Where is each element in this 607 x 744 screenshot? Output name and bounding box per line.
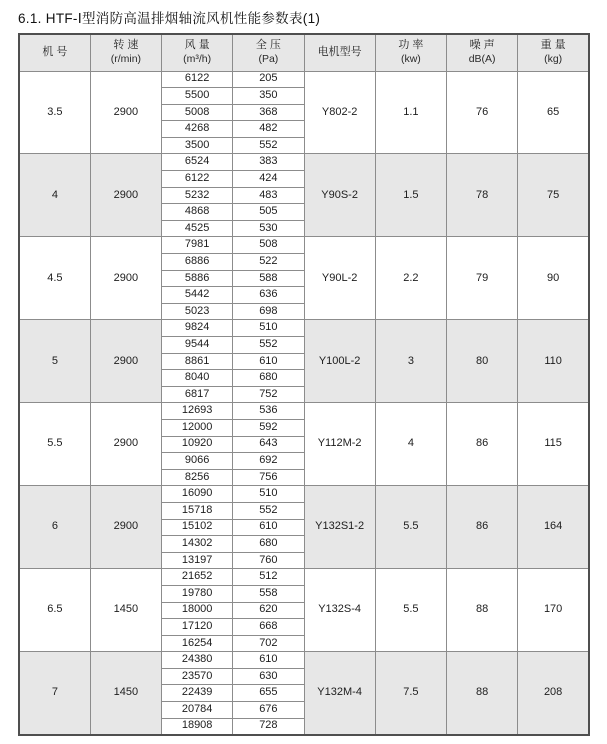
cell-power: 5.5 — [375, 486, 446, 569]
cell-airflow: 15718 — [162, 502, 233, 519]
cell-airflow: 23570 — [162, 668, 233, 685]
cell-airflow: 18000 — [162, 602, 233, 619]
cell-noise: 80 — [447, 320, 518, 403]
cell-pressure: 552 — [233, 502, 304, 519]
cell-pressure: 510 — [233, 320, 304, 337]
header-unit: (kg) — [544, 53, 563, 66]
cell-weight: 164 — [518, 486, 589, 569]
cell-motor-model: Y90S-2 — [304, 154, 375, 237]
cell-noise: 79 — [447, 237, 518, 320]
cell-pressure: 350 — [233, 88, 304, 105]
cell-machine-no: 3.5 — [19, 71, 90, 154]
header-label: 功 率 — [398, 39, 424, 52]
header-label: 转 速 — [113, 39, 139, 52]
cell-airflow: 14302 — [162, 536, 233, 553]
col-header-weight — [518, 34, 589, 71]
cell-pressure: 383 — [233, 154, 304, 171]
cell-airflow: 4525 — [162, 220, 233, 237]
cell-pressure: 512 — [233, 569, 304, 586]
cell-pressure: 522 — [233, 254, 304, 271]
header-row — [19, 34, 589, 71]
cell-machine-no: 4.5 — [19, 237, 90, 320]
cell-motor-model: Y132S-4 — [304, 569, 375, 652]
cell-noise: 88 — [447, 652, 518, 735]
cell-pressure: 702 — [233, 635, 304, 652]
cell-airflow: 6122 — [162, 71, 233, 88]
cell-pressure: 676 — [233, 702, 304, 719]
table-row — [19, 569, 589, 586]
cell-noise: 86 — [447, 486, 518, 569]
cell-pressure: 680 — [233, 536, 304, 553]
cell-pressure: 610 — [233, 652, 304, 669]
col-header-airflow — [162, 34, 233, 71]
cell-airflow: 4868 — [162, 204, 233, 221]
header-unit: (m³/h) — [183, 53, 212, 66]
cell-pressure: 482 — [233, 121, 304, 138]
cell-motor-model: Y132S1-2 — [304, 486, 375, 569]
cell-airflow: 8861 — [162, 353, 233, 370]
cell-airflow: 3500 — [162, 137, 233, 154]
cell-airflow: 24380 — [162, 652, 233, 669]
cell-speed: 1450 — [90, 569, 161, 652]
col-header-motor-model — [304, 34, 375, 71]
cell-airflow: 17120 — [162, 619, 233, 636]
cell-motor-model: Y112M-2 — [304, 403, 375, 486]
cell-airflow: 9544 — [162, 337, 233, 354]
col-header-power — [375, 34, 446, 71]
cell-power: 1.1 — [375, 71, 446, 154]
cell-speed: 2900 — [90, 320, 161, 403]
table-row — [19, 237, 589, 254]
cell-airflow: 5232 — [162, 187, 233, 204]
table-row — [19, 403, 589, 420]
cell-weight: 75 — [518, 154, 589, 237]
col-header-machine-no — [19, 34, 90, 71]
cell-airflow: 8256 — [162, 469, 233, 486]
cell-airflow: 5500 — [162, 88, 233, 105]
cell-airflow: 5442 — [162, 287, 233, 304]
cell-power: 1.5 — [375, 154, 446, 237]
cell-airflow: 6886 — [162, 254, 233, 271]
cell-airflow: 18908 — [162, 718, 233, 735]
cell-power: 3 — [375, 320, 446, 403]
cell-pressure: 368 — [233, 104, 304, 121]
cell-airflow: 6122 — [162, 171, 233, 188]
cell-motor-model: Y132M-4 — [304, 652, 375, 735]
cell-pressure: 610 — [233, 519, 304, 536]
cell-noise: 78 — [447, 154, 518, 237]
cell-airflow: 19780 — [162, 585, 233, 602]
cell-power: 7.5 — [375, 652, 446, 735]
cell-pressure: 483 — [233, 187, 304, 204]
cell-airflow: 5023 — [162, 303, 233, 320]
cell-pressure: 508 — [233, 237, 304, 254]
cell-pressure: 588 — [233, 270, 304, 287]
cell-airflow: 8040 — [162, 370, 233, 387]
cell-speed: 2900 — [90, 237, 161, 320]
table-row — [19, 320, 589, 337]
cell-pressure: 636 — [233, 287, 304, 304]
cell-pressure: 510 — [233, 486, 304, 503]
cell-airflow: 5008 — [162, 104, 233, 121]
cell-pressure: 620 — [233, 602, 304, 619]
col-header-pressure — [233, 34, 304, 71]
header-unit: (r/min) — [110, 53, 142, 66]
cell-speed: 1450 — [90, 652, 161, 735]
cell-airflow: 13197 — [162, 552, 233, 569]
header-label: 重 量 — [540, 39, 566, 52]
cell-noise: 86 — [447, 403, 518, 486]
cell-weight: 170 — [518, 569, 589, 652]
cell-pressure: 552 — [233, 337, 304, 354]
cell-pressure: 552 — [233, 137, 304, 154]
table-row — [19, 71, 589, 88]
cell-airflow: 10920 — [162, 436, 233, 453]
header-label: 风 量 — [184, 39, 210, 52]
cell-pressure: 668 — [233, 619, 304, 636]
cell-noise: 88 — [447, 569, 518, 652]
cell-airflow: 15102 — [162, 519, 233, 536]
page-title: 6.1. HTF-Ⅰ型消防高温排烟轴流风机性能参数表(1) — [18, 11, 321, 26]
col-header-noise — [447, 34, 518, 71]
cell-motor-model: Y90L-2 — [304, 237, 375, 320]
table-row — [19, 486, 589, 503]
table-row — [19, 154, 589, 171]
cell-speed: 2900 — [90, 154, 161, 237]
cell-weight: 115 — [518, 403, 589, 486]
cell-pressure: 558 — [233, 585, 304, 602]
cell-noise: 76 — [447, 71, 518, 154]
cell-airflow: 6817 — [162, 386, 233, 403]
cell-weight: 90 — [518, 237, 589, 320]
cell-speed: 2900 — [90, 403, 161, 486]
cell-airflow: 9066 — [162, 453, 233, 470]
cell-pressure: 752 — [233, 386, 304, 403]
cell-machine-no: 5.5 — [19, 403, 90, 486]
cell-motor-model: Y802-2 — [304, 71, 375, 154]
cell-airflow: 7981 — [162, 237, 233, 254]
cell-pressure: 205 — [233, 71, 304, 88]
header-label: 全 压 — [255, 39, 281, 52]
table-body — [19, 71, 589, 735]
cell-airflow: 5886 — [162, 270, 233, 287]
cell-pressure: 610 — [233, 353, 304, 370]
cell-pressure: 592 — [233, 419, 304, 436]
cell-power: 5.5 — [375, 569, 446, 652]
header-unit: dB(A) — [468, 53, 496, 66]
cell-airflow: 21652 — [162, 569, 233, 586]
cell-pressure: 655 — [233, 685, 304, 702]
header-label: 噪 声 — [469, 39, 495, 52]
header-unit: (kw) — [400, 53, 421, 66]
cell-airflow: 20784 — [162, 702, 233, 719]
cell-machine-no: 7 — [19, 652, 90, 735]
cell-airflow: 22439 — [162, 685, 233, 702]
cell-power: 2.2 — [375, 237, 446, 320]
header-unit: (Pa) — [258, 53, 279, 66]
performance-table — [18, 33, 590, 736]
cell-pressure: 536 — [233, 403, 304, 420]
cell-airflow: 16090 — [162, 486, 233, 503]
cell-airflow: 4268 — [162, 121, 233, 138]
cell-power: 4 — [375, 403, 446, 486]
cell-machine-no: 4 — [19, 154, 90, 237]
cell-airflow: 12000 — [162, 419, 233, 436]
table-header — [19, 34, 589, 71]
cell-airflow: 12693 — [162, 403, 233, 420]
cell-pressure: 530 — [233, 220, 304, 237]
cell-machine-no: 5 — [19, 320, 90, 403]
cell-pressure: 760 — [233, 552, 304, 569]
table-row — [19, 652, 589, 669]
cell-weight: 110 — [518, 320, 589, 403]
cell-pressure: 505 — [233, 204, 304, 221]
cell-pressure: 680 — [233, 370, 304, 387]
cell-pressure: 424 — [233, 171, 304, 188]
cell-motor-model: Y100L-2 — [304, 320, 375, 403]
col-header-speed — [90, 34, 161, 71]
cell-pressure: 692 — [233, 453, 304, 470]
header-label: 电机型号 — [317, 45, 362, 58]
cell-weight: 65 — [518, 71, 589, 154]
cell-machine-no: 6.5 — [19, 569, 90, 652]
cell-machine-no: 6 — [19, 486, 90, 569]
cell-pressure: 728 — [233, 718, 304, 735]
cell-airflow: 16254 — [162, 635, 233, 652]
cell-weight: 208 — [518, 652, 589, 735]
cell-pressure: 643 — [233, 436, 304, 453]
cell-pressure: 756 — [233, 469, 304, 486]
header-label: 机 号 — [42, 45, 68, 58]
cell-airflow: 9824 — [162, 320, 233, 337]
cell-speed: 2900 — [90, 71, 161, 154]
cell-pressure: 698 — [233, 303, 304, 320]
cell-pressure: 630 — [233, 668, 304, 685]
cell-airflow: 6524 — [162, 154, 233, 171]
cell-speed: 2900 — [90, 486, 161, 569]
